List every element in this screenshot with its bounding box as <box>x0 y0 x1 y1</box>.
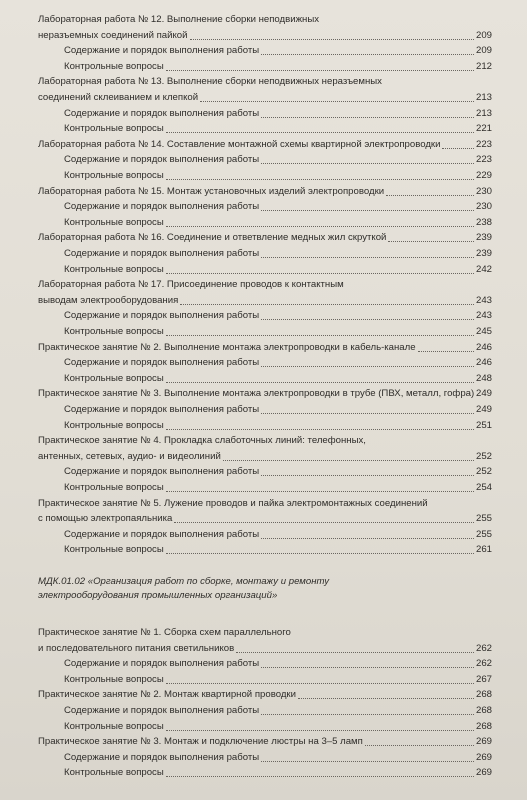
toc-entry-title: Содержание и порядок выполнения работы <box>64 45 260 57</box>
toc-entry-title: Содержание и порядок выполнения работы <box>64 154 260 166</box>
dot-leader <box>236 642 474 653</box>
toc-entry-title: Содержание и порядок выполнения работы <box>64 357 260 369</box>
toc-entry-title: Контрольные вопросы <box>64 326 164 337</box>
toc-entry-page-number: 209 <box>475 29 492 41</box>
toc-entry-title: Практическое занятие № 5. Лужение проводов и пайка электромонтажных соединений <box>38 497 428 509</box>
toc-entry-page-number: 209 <box>475 45 492 57</box>
toc-entry <box>0 673 527 687</box>
toc-entry-page-number: 238 <box>475 216 492 228</box>
toc-entry <box>0 75 527 89</box>
toc-entry <box>0 91 527 105</box>
toc-entry-title: Практическое занятие № 1. Сборка схем параллельного <box>38 627 291 638</box>
toc-entry-page-number: 246 <box>475 357 492 369</box>
dot-leader <box>261 247 474 258</box>
dot-leader <box>166 216 474 227</box>
toc-entry-title: Содержание и порядок выполнения работы <box>64 248 260 259</box>
toc-entry <box>0 185 527 199</box>
toc-entry-title: Контрольные вопросы <box>64 673 164 685</box>
toc-entry-title: Лабораторная работа № 14. Составление монтажной схемы квартирной электропроводки <box>38 138 441 150</box>
toc-entry <box>0 481 527 495</box>
toc-entry <box>0 216 527 230</box>
toc-entry <box>0 122 527 136</box>
dot-leader <box>365 735 474 746</box>
toc-entry <box>0 356 527 370</box>
toc-entry-page-number: 262 <box>475 658 492 670</box>
toc-entry-title: Лабораторная работа № 12. Выполнение сборки неподвижных <box>38 14 320 25</box>
toc-entry-page-number: 267 <box>475 673 492 685</box>
toc-entry-page-number: 243 <box>475 310 492 322</box>
toc-entry-title: Содержание и порядок выполнения работы <box>64 404 260 415</box>
toc-entry <box>0 325 527 339</box>
toc-entry-page-number: 230 <box>475 185 492 197</box>
dot-leader <box>166 325 474 336</box>
toc-entry-title: Содержание и порядок выполнения работы <box>64 528 260 540</box>
toc-entry-page-number: 252 <box>475 466 492 478</box>
dot-leader <box>261 200 474 211</box>
toc-entry-page-number: 245 <box>475 326 492 337</box>
toc-entry <box>0 138 527 152</box>
dot-leader <box>166 766 474 777</box>
toc-entry <box>0 200 527 214</box>
toc-entry <box>0 657 527 671</box>
toc-entry-title: Контрольные вопросы <box>64 170 164 181</box>
dot-leader <box>261 153 474 164</box>
dot-leader <box>261 528 474 539</box>
section-heading-line-2: электрооборудования промышленных организаций» <box>38 590 278 601</box>
toc-entry <box>0 465 527 479</box>
toc-entry <box>0 528 527 542</box>
dot-leader <box>166 673 474 684</box>
toc-entry-title: Контрольные вопросы <box>64 482 164 493</box>
dot-leader <box>166 481 474 492</box>
toc-entry <box>0 626 527 640</box>
toc-entry <box>0 44 527 58</box>
toc-entry <box>0 766 527 780</box>
toc-entry <box>0 543 527 557</box>
dot-leader <box>442 138 474 149</box>
toc-entry-page-number: 269 <box>475 736 492 748</box>
dot-leader <box>386 185 474 196</box>
toc-entry-title: неразъемных соединений пайкой <box>38 29 188 41</box>
toc-entry <box>0 231 527 245</box>
toc-entry <box>0 309 527 323</box>
dot-leader <box>166 60 474 71</box>
toc-entry-page-number: 239 <box>475 232 492 244</box>
toc-entry <box>0 153 527 167</box>
toc-entry <box>0 278 527 292</box>
toc-entry <box>0 434 527 448</box>
toc-entry-title: Лабораторная работа № 16. Соединение и ответвление медных жил скруткой <box>38 232 387 244</box>
toc-entry-title: и последовательного питания светильников <box>38 642 235 654</box>
dot-leader <box>298 688 474 699</box>
toc-entry-title: Содержание и порядок выполнения работы <box>64 658 260 670</box>
dot-leader <box>261 657 474 668</box>
toc-entry <box>0 169 527 183</box>
toc-entry <box>0 450 527 464</box>
dot-leader <box>166 122 474 133</box>
toc-entry-page-number: 249 <box>475 404 492 415</box>
dot-leader <box>261 309 474 320</box>
toc-entry-title: Контрольные вопросы <box>64 123 164 135</box>
toc-entry-title: Контрольные вопросы <box>64 544 164 556</box>
toc-entry-page-number: 255 <box>475 513 492 525</box>
dot-leader <box>223 450 474 461</box>
toc-entry <box>0 735 527 749</box>
toc-entry-title: Практическое занятие № 3. Выполнение монтажа электропроводки в трубе (ПВХ, металл, гофра) <box>38 388 475 400</box>
toc-entry-title: Содержание и порядок выполнения работы <box>64 310 260 322</box>
toc-entry-page-number: 261 <box>475 544 492 556</box>
toc-entry-title: Контрольные вопросы <box>64 216 164 228</box>
toc-entry-title: Содержание и порядок выполнения работы <box>64 466 260 478</box>
dot-leader <box>261 751 474 762</box>
toc-entry <box>0 29 527 43</box>
toc-entry-page-number: 262 <box>475 642 492 654</box>
toc-entry-page-number: 229 <box>475 170 492 181</box>
dot-leader <box>261 107 474 118</box>
toc-entry <box>0 294 527 308</box>
toc-entry-title: Практическое занятие № 4. Прокладка слаботочных линий: телефонных, <box>38 435 366 447</box>
toc-entry-page-number: 249 <box>475 388 492 400</box>
toc-entry-title: Практическое занятие № 2. Монтаж квартирной проводки <box>38 689 296 701</box>
dot-leader <box>261 704 474 715</box>
toc-entry-page-number: 246 <box>475 341 492 353</box>
dot-leader <box>166 372 474 383</box>
toc-entry-page-number: 221 <box>475 123 492 135</box>
section-heading-line-1: МДК.01.02 «Организация работ по сборке, монтажу и ремонту <box>38 576 330 587</box>
toc-entry-title: соединений склеиванием и клепкой <box>38 92 199 103</box>
toc-entry <box>0 13 527 27</box>
toc-entry <box>0 387 527 401</box>
toc-entry-page-number: 268 <box>475 689 492 701</box>
toc-entry <box>0 419 527 433</box>
toc-entry-title: Содержание и порядок выполнения работы <box>64 705 260 716</box>
toc-entry <box>0 247 527 261</box>
dot-leader <box>261 403 474 414</box>
toc-entry <box>0 263 527 277</box>
toc-entry <box>0 497 527 511</box>
toc-entry <box>0 403 527 417</box>
section-heading <box>38 575 498 603</box>
toc-entry <box>0 751 527 765</box>
toc-entry <box>0 60 527 74</box>
toc-entry-title: Содержание и порядок выполнения работы <box>64 751 260 763</box>
toc-entry-title: Лабораторная работа № 15. Монтаж установочных изделий электропроводки <box>38 185 385 197</box>
dot-leader <box>261 356 474 367</box>
dot-leader <box>166 543 474 554</box>
toc-entry <box>0 704 527 718</box>
toc-entry-title: Практическое занятие № 2. Выполнение монтажа электропроводки в кабель-канале <box>38 341 416 353</box>
toc-entry-page-number: 223 <box>475 154 492 166</box>
toc-entry-page-number: 213 <box>475 107 492 119</box>
toc-entry <box>0 372 527 386</box>
toc-entry <box>0 642 527 656</box>
dot-leader <box>261 44 474 55</box>
toc-entry-page-number: 251 <box>475 419 492 431</box>
toc-entry-title: Лабораторная работа № 13. Выполнение сборки неподвижных неразъемных <box>38 76 382 88</box>
toc-entry-page-number: 243 <box>475 294 492 306</box>
toc-entry-title: Практическое занятие № 3. Монтаж и подключение люстры на 3–5 ламп <box>38 736 363 748</box>
toc-entry-page-number: 223 <box>475 138 492 150</box>
toc-entry <box>0 512 527 526</box>
dot-leader <box>261 465 474 476</box>
toc-entry-title: Контрольные вопросы <box>64 419 164 431</box>
dot-leader <box>166 263 474 274</box>
toc-entry-title: Лабораторная работа № 17. Присоединение проводов к контактным <box>38 279 344 291</box>
dot-leader <box>180 294 474 305</box>
toc-entry-page-number: 212 <box>475 60 492 72</box>
toc-entry-title: выводам электрооборудования <box>38 294 179 306</box>
toc-entry <box>0 107 527 121</box>
dot-leader <box>174 512 474 523</box>
dot-leader <box>200 91 474 102</box>
toc-entry-title: Содержание и порядок выполнения работы <box>64 107 260 119</box>
toc-entry-page-number: 255 <box>475 528 492 540</box>
toc-entry-page-number: 254 <box>475 482 492 493</box>
toc-entry <box>0 341 527 355</box>
toc-entry <box>0 688 527 702</box>
dot-leader <box>388 231 474 242</box>
toc-entry-page-number: 239 <box>475 248 492 259</box>
dot-leader <box>166 169 474 180</box>
toc-entry-title: антенных, сетевых, аудио- и видеолиний <box>38 450 221 462</box>
toc-entry-page-number: 252 <box>475 450 492 462</box>
toc-entry-title: Контрольные вопросы <box>64 720 164 732</box>
dot-leader <box>166 720 474 731</box>
toc-entry-title: с помощью электропаяльника <box>38 513 173 525</box>
toc-entry <box>0 720 527 734</box>
dot-leader <box>190 29 474 40</box>
dot-leader <box>418 341 474 352</box>
toc-entry-title: Контрольные вопросы <box>64 263 164 275</box>
toc-entry-page-number: 269 <box>475 751 492 763</box>
toc-entry-title: Содержание и порядок выполнения работы <box>64 201 260 213</box>
toc-entry-title: Контрольные вопросы <box>64 767 164 779</box>
toc-entry-page-number: 269 <box>475 767 492 779</box>
toc-entry-page-number: 242 <box>475 263 492 275</box>
toc-entry-page-number: 248 <box>475 372 492 384</box>
toc-entry-page-number: 268 <box>475 720 492 732</box>
toc-entry-page-number: 213 <box>475 92 492 103</box>
toc-entry-page-number: 230 <box>475 201 492 213</box>
toc-entry-title: Контрольные вопросы <box>64 372 164 384</box>
toc-entry-title: Контрольные вопросы <box>64 60 164 72</box>
dot-leader <box>166 419 474 430</box>
toc-entry-page-number: 268 <box>475 705 492 716</box>
